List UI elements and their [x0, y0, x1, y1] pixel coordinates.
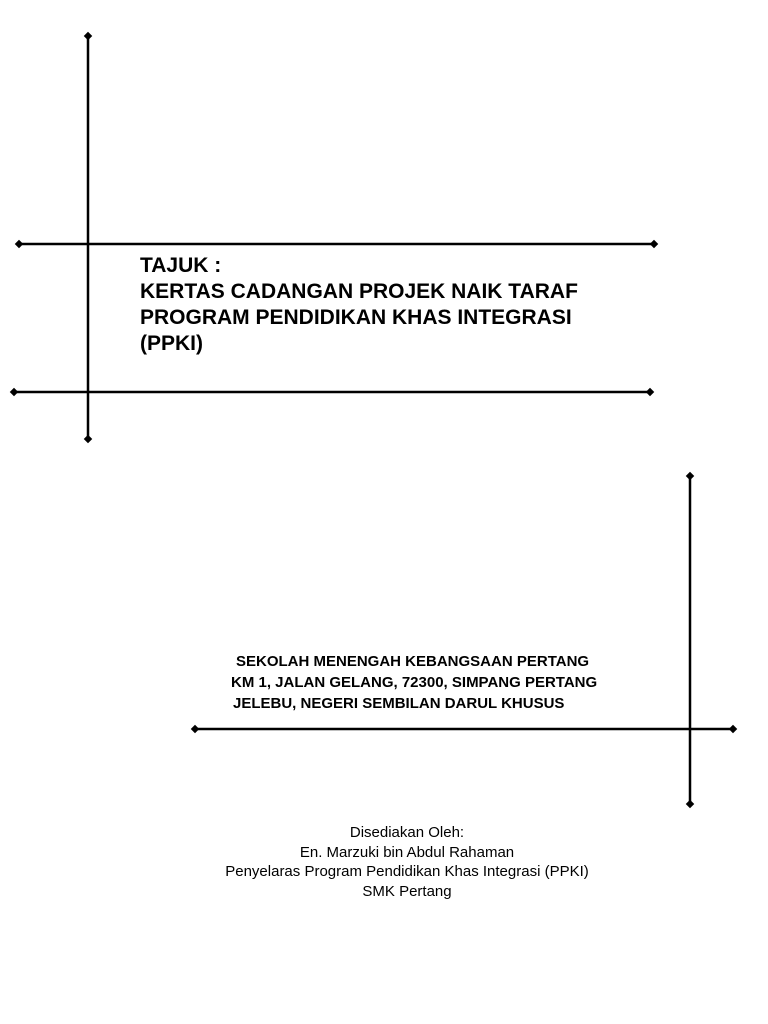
bottom-cross	[191, 472, 737, 808]
school-address-line: JELEBU, NEGERI SEMBILAN DARUL KHUSUS	[233, 695, 565, 712]
title-line: KERTAS CADANGAN PROJEK NAIK TARAF	[140, 280, 578, 303]
top-cross	[10, 32, 658, 443]
endpoint-diamond	[84, 32, 92, 40]
title-line: (PPKI)	[140, 332, 203, 355]
endpoint-diamond	[686, 472, 694, 480]
school-name: SEKOLAH MENENGAH KEBANGSAAN PERTANG	[236, 653, 590, 670]
prepared-by-label: Disediakan Oleh:	[349, 824, 465, 841]
school-address-line: KM 1, JALAN GELANG, 72300, SIMPANG PERTANG	[231, 674, 598, 691]
title-block	[140, 253, 660, 357]
title-label: TAJUK :	[140, 254, 222, 277]
endpoint-diamond	[191, 725, 199, 733]
author-name: En. Marzuki bin Abdul Rahaman	[299, 843, 515, 861]
endpoint-diamond	[729, 725, 737, 733]
author-school: SMK Pertang	[362, 882, 452, 900]
endpoint-diamond	[84, 435, 92, 443]
endpoint-diamond	[686, 800, 694, 808]
endpoint-diamond	[646, 388, 654, 396]
endpoint-diamond	[10, 388, 18, 396]
endpoint-diamond	[15, 240, 23, 248]
author-role: Penyelaras Program Pendidikan Khas Integrasi (PPKI)	[225, 863, 589, 880]
endpoint-diamond	[650, 240, 658, 248]
title-line: PROGRAM PENDIDIKAN KHAS INTEGRASI	[140, 306, 572, 329]
prepared-by-block	[190, 823, 624, 901]
school-address-block	[231, 651, 691, 714]
